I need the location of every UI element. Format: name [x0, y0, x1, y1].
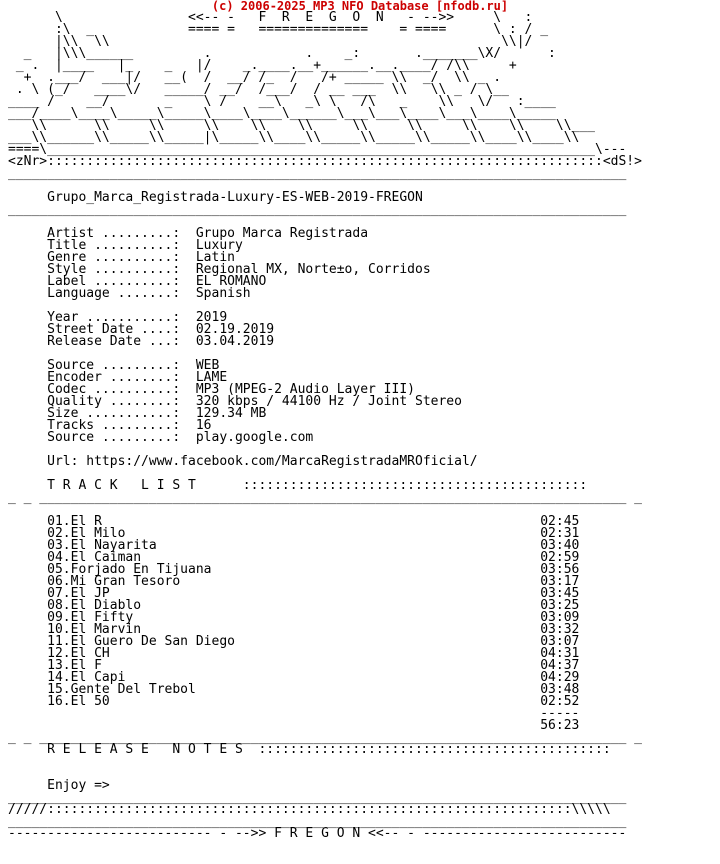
nfodb-credit: (c) 2006-2025 MP3 NFO Database [nfodb.ru]: [211, 0, 509, 13]
nfo-document: \ <<-- - F R E G O N - -->> \ : :\ _ ==== = ============== = ==== \ : / _ |\\ \\ \\|/ _ |\\\______ . . _: ._______\X/ : _ . |____ |_ _ |/ _.____.__+______.__.____/ /\\ + + .___/ ___|/ __( / __/ /_ / /+ _____ \\ _/ \\ _ . . \ (_/ ____\/ _____/ __/ /___/ / __ ___ \\ \\ _ / \__ ____ / __/ _ \ / __\ _\ \ /\ _ \\ \/ :____ ___/____\____\_____\_____\____\____\______\___\___\____\___\____\_____ \\ \\ \\ \\ \\ \\ \\ \\ \\ \\ \\___ ___\\______\\_____\\_____|\_____\\____\\_____\\_____\\_____\\____\\____\\ ====\______________________________________________________________________\--- <zNr>:::::::::::::::::::::::::::::::::::::::::::::::::::::::::::::::::::::::<dS!> _______________________________________________________________________________ Grupo_Marca_Registrada-Luxury-ES-WEB-2019-FREGON _______________________________________________________________________________ Artist .........: Grupo Marca Registrada Title ..........: Luxury Genre ..........: Latin Style ..........: Regional MX, Norte±o, Corridos Label ..........: EL ROMANO Language .......: Spanish Year ...........: 2019 Street Date ....: 02.19.2019 Release Date ...: 03.04.2019 Source .........: WEB Encoder ........: LAME Codec ..........: MP3 (MPEG-2 Audio Layer III) Quality ........: 320 kbps / 44100 Hz / Joint Stereo Size ...........: 129.34 MB Tracks .........: 16 Source .........: play.google.com Url: https://www.facebook.com/MarcaRegistradaMROficial/ T R A C K L I S T :::::::::::::::::::::::::::::::::::::::::::: _ _ ___________________________________________________________________________ _ 01.El R 02:45 02.El Milo 02:31 03.El Nayarita 03:40 04.El Caiman 02:59 05.Forjado En Tijuana 03:56 06.Mi Gran Tesoro 03:17 07.El JP 03:45 08.El Diablo 03:25 09.El Fifty 03:09 10.El Marvin 03:32 11.El Guero De San Diego 03:07 12.El CH 04:31 13.El F 04:37 14.El Capi 04:29 15.Gente Del Trebol 03:48 16.El 50 02:52 ----- 56:23 _ _ ___________________________________________________________________________ _ R E L E A S E N O T E S ::::::::::::::::::::::::::::::::::::::::::::: Enjoy => _______________________________________________________________________________ /////:::::::::::::::::::::::::::::::::::::::::::::::::::::::::::::::::::\\\\\ _______________________________________________________________________________ -------------------------- - -->> F R E G O N <<-- - --------------------------: [8, 10, 642, 841]
